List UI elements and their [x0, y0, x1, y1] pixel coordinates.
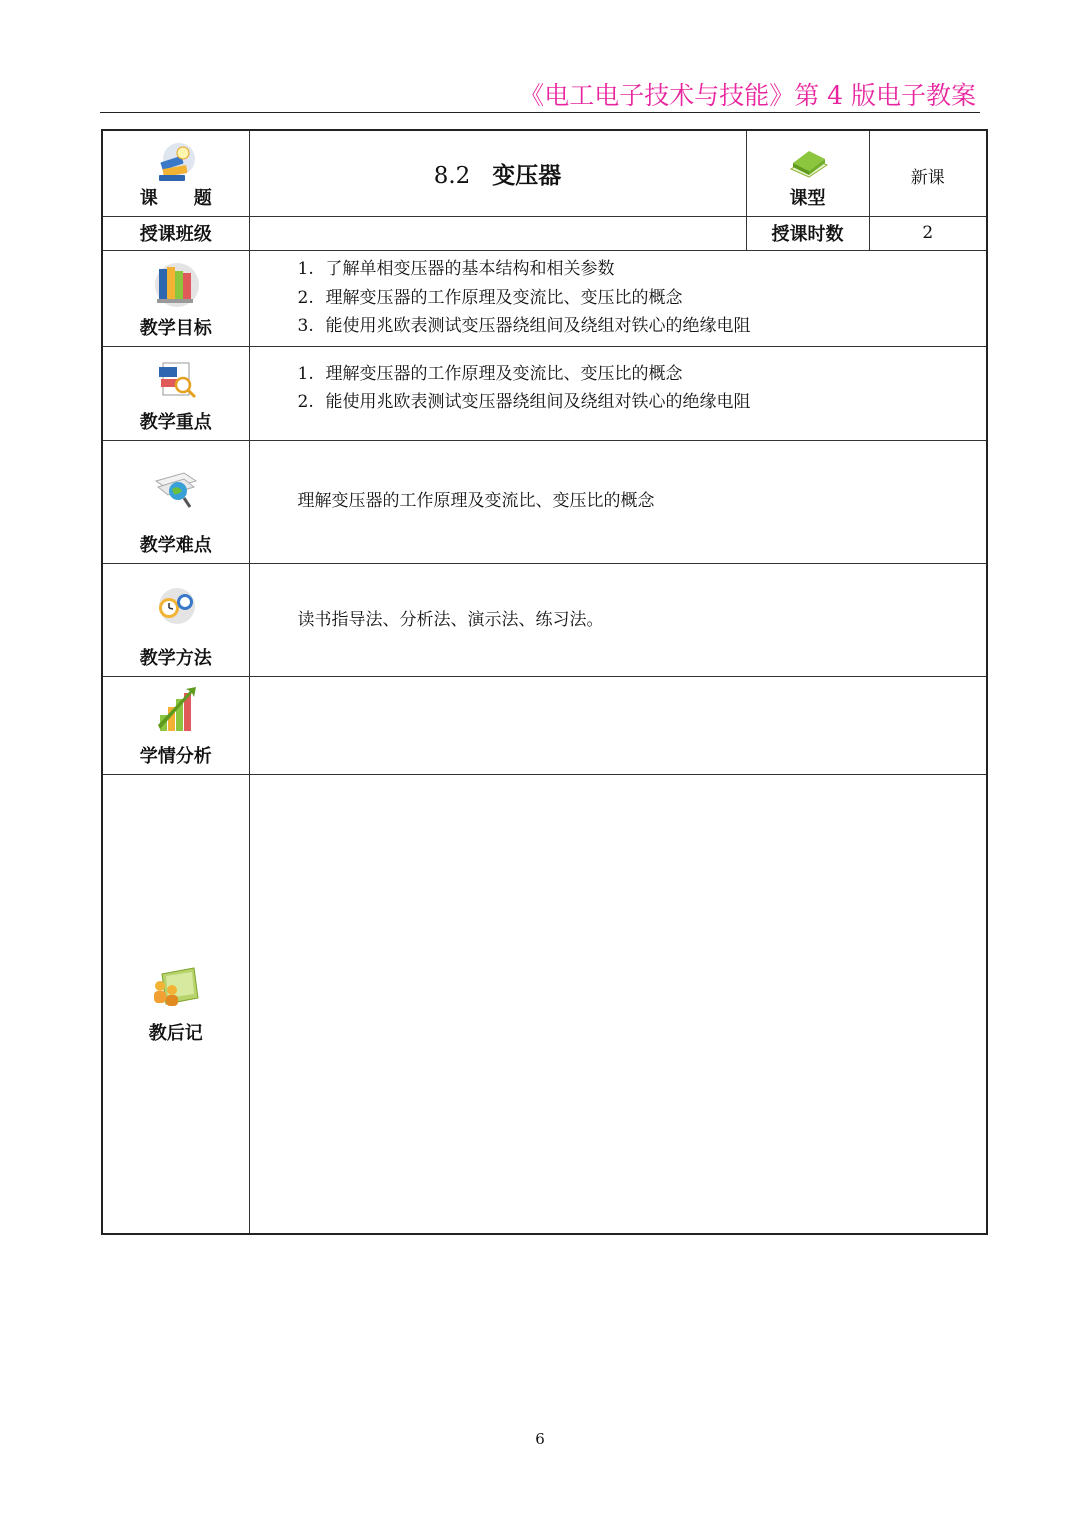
lesson-plan-table: [101, 129, 988, 1235]
page-number: 6: [535, 1430, 545, 1448]
topic-label-cell: [102, 130, 249, 216]
methods-text: 读书指导法、分析法、演示法、练习法。: [297, 609, 604, 630]
header-rule: [100, 112, 980, 113]
magnifier-document-icon: [151, 355, 201, 408]
globe-magnifier-icon: [150, 463, 202, 518]
list-item: 1. 理解变压器的工作原理及变流比、变压比的概念: [297, 363, 683, 384]
student-analysis-row: [102, 676, 987, 774]
topic-title-cell: [249, 130, 746, 216]
bar-chart-arrow-icon: [152, 685, 200, 742]
type-value: 新课: [869, 130, 987, 216]
list-item: 3. 能使用兆欧表测试变压器绕组间及绕组对铁心的绝缘电阻: [297, 316, 751, 337]
class-row: [102, 216, 987, 250]
methods-label: 教学方法: [139, 647, 212, 669]
methods-row: [102, 563, 987, 676]
topic-row: [102, 130, 987, 216]
student-analysis-content: [249, 676, 987, 774]
key-points-label-cell: [102, 346, 249, 440]
list-item: 2. 理解变压器的工作原理及变流比、变压比的概念: [297, 287, 683, 308]
methods-content: [249, 563, 987, 676]
topic-name: 变压器: [492, 161, 562, 189]
objectives-content: [249, 250, 987, 346]
difficulties-label: 教学难点: [139, 534, 212, 556]
student-analysis-label-cell: [102, 676, 249, 774]
hours-value: 2: [869, 216, 987, 250]
student-analysis-label: 学情分析: [139, 745, 212, 767]
list-item: 2. 能使用兆欧表测试变压器绕组间及绕组对铁心的绝缘电阻: [297, 392, 751, 412]
reflection-row: [102, 774, 987, 1234]
objectives-label: 教学目标: [139, 317, 212, 339]
list-item: 1. 了解单相变压器的基本结构和相关参数: [297, 259, 615, 280]
class-value: [249, 216, 746, 250]
difficulties-row: [102, 440, 987, 563]
reflection-content: [249, 774, 987, 1234]
document-header-title: 《电工电子技术与技能》第 4 版电子教案: [519, 81, 976, 110]
difficulties-label-cell: [102, 440, 249, 563]
reflection-label: 教后记: [148, 1023, 203, 1045]
type-label: 课型: [789, 187, 826, 209]
methods-label-cell: [102, 563, 249, 676]
objectives-label-cell: [102, 250, 249, 346]
topic-number: 8.2: [433, 162, 471, 189]
difficulties-content: 理解变压器的工作原理及变流比、变压比的概念: [249, 440, 987, 563]
key-points-label: 教学重点: [139, 411, 212, 433]
key-points-row: [102, 346, 987, 440]
books-lightbulb-icon: [153, 139, 199, 190]
objectives-list: [298, 255, 987, 341]
hours-label: 授课时数: [746, 216, 869, 250]
key-points-list: [298, 360, 987, 417]
green-book-icon: [785, 139, 831, 188]
reflection-label-cell: [102, 774, 249, 1234]
type-label-cell: [746, 130, 869, 216]
key-points-content: [249, 346, 987, 440]
people-book-icon: [148, 962, 204, 1013]
book-stack-icon: [149, 259, 203, 316]
alarm-clock-icon: [151, 584, 201, 635]
objectives-row: [102, 250, 987, 346]
topic-label: 课 题: [139, 187, 212, 209]
class-label: 授课班级: [102, 216, 249, 250]
